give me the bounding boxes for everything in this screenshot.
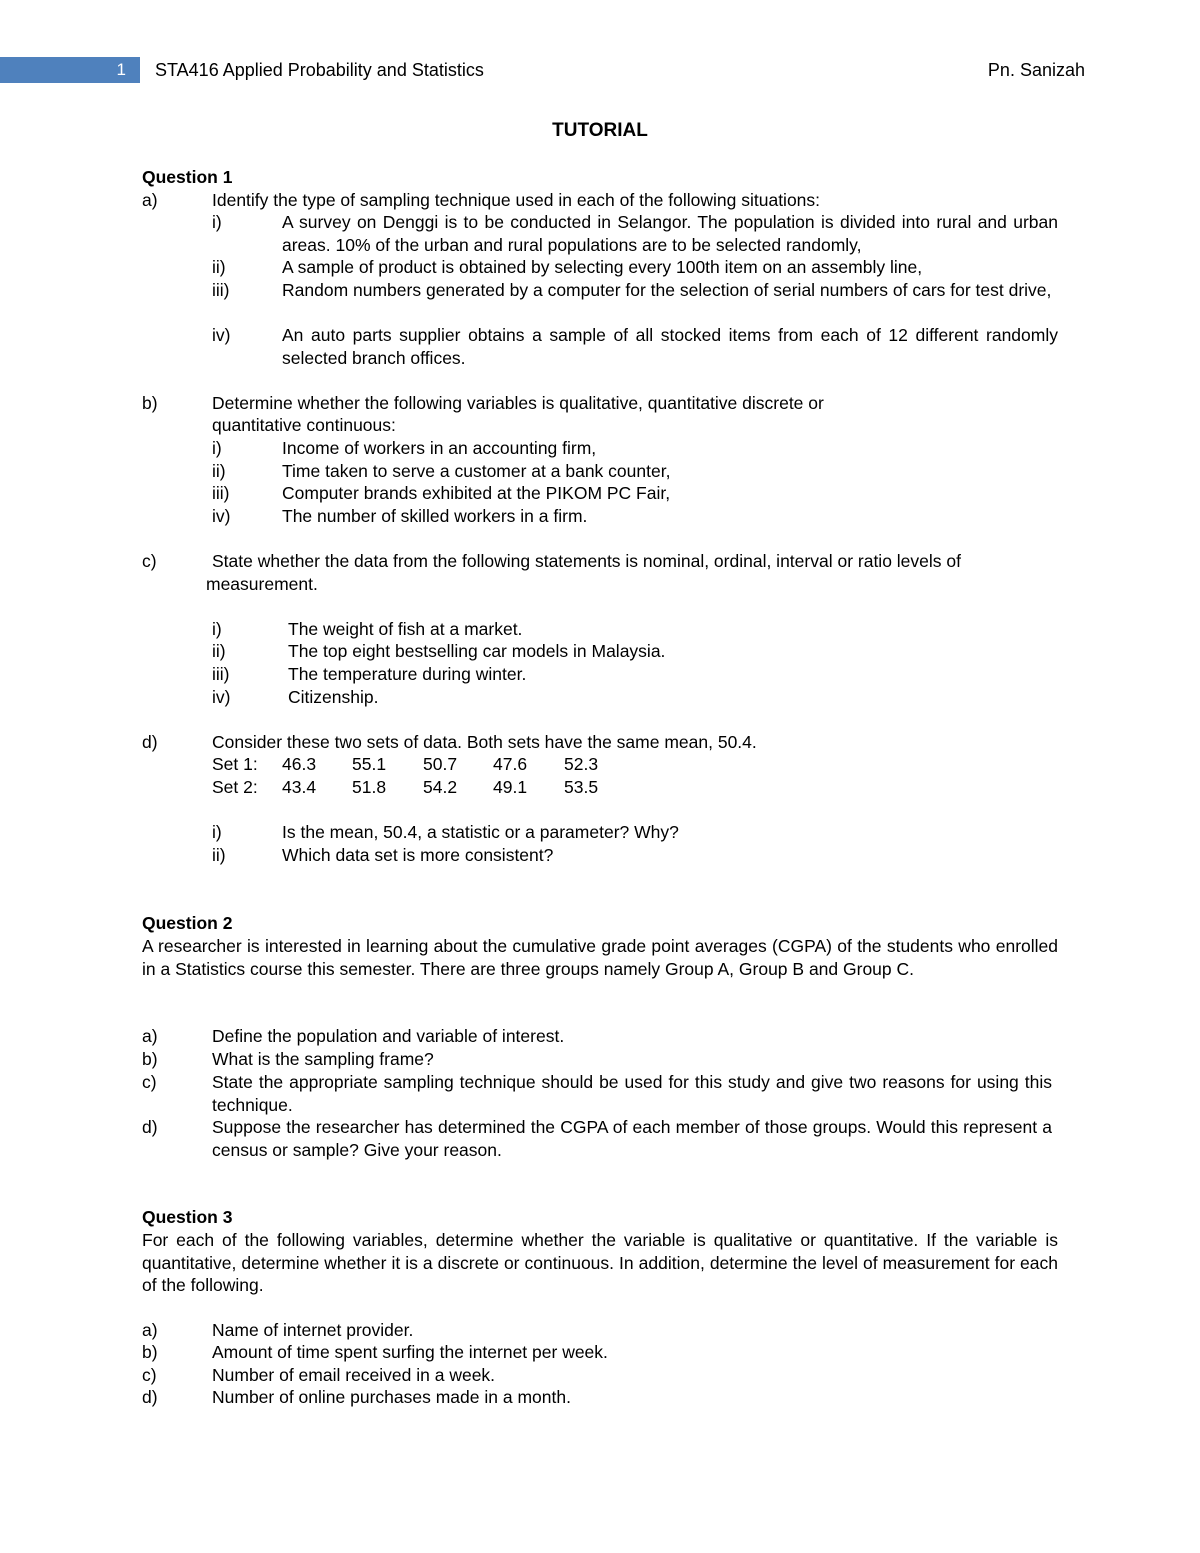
q1b-item-num: iv) bbox=[212, 506, 231, 526]
set1-value: 47.6 bbox=[493, 754, 528, 774]
page-number: 1 bbox=[0, 57, 140, 83]
q1d-item-text: Is the mean, 50.4, a statistic or a parameter? Why? bbox=[282, 822, 679, 842]
q1b-label: b) bbox=[142, 393, 158, 413]
q1b-item-text: Income of workers in an accounting firm, bbox=[282, 438, 597, 458]
q1c-label: c) bbox=[142, 551, 157, 571]
q3-item-label: a) bbox=[142, 1320, 158, 1340]
set2-value: 49.1 bbox=[493, 777, 528, 797]
q3-item-label: c) bbox=[142, 1365, 157, 1385]
q1a-item-num: iii) bbox=[212, 280, 230, 300]
document-title: TUTORIAL bbox=[552, 120, 648, 141]
q2-heading: Question 2 bbox=[142, 913, 233, 933]
q1c-item-text: The weight of fish at a market. bbox=[288, 619, 523, 639]
q2-item-label: b) bbox=[142, 1049, 158, 1069]
q3-item-text: Amount of time spent surfing the internet per week. bbox=[212, 1342, 608, 1362]
q1b-item-text: Computer brands exhibited at the PIKOM PC Fair, bbox=[282, 483, 671, 503]
q3-heading: Question 3 bbox=[142, 1207, 233, 1227]
q1a-item-num: ii) bbox=[212, 257, 226, 277]
q1c-item-num: iv) bbox=[212, 687, 231, 707]
q2-item-label: a) bbox=[142, 1026, 158, 1046]
q1a-label: a) bbox=[142, 190, 158, 210]
q2-item-text: State the appropriate sampling technique should be used for this study and give two reasons for using this technique. bbox=[212, 1072, 1052, 1115]
q1c-item-text: The top eight bestselling car models in Malaysia. bbox=[288, 641, 666, 661]
q1b-item-num: i) bbox=[212, 438, 222, 458]
q1b-text-line2: quantitative continuous: bbox=[212, 415, 396, 435]
q3-item-label: d) bbox=[142, 1387, 158, 1407]
q1b-item-text: Time taken to serve a customer at a bank counter, bbox=[282, 461, 671, 481]
q2-item-text: Define the population and variable of interest. bbox=[212, 1026, 565, 1046]
q2-item-text: What is the sampling frame? bbox=[212, 1049, 434, 1069]
set2-value: 43.4 bbox=[282, 777, 317, 797]
set1-value: 50.7 bbox=[423, 754, 458, 774]
q1b-item-num: ii) bbox=[212, 461, 226, 481]
set1-value: 55.1 bbox=[352, 754, 387, 774]
q1b-item-num: iii) bbox=[212, 483, 230, 503]
q2-intro: A researcher is interested in learning about the cumulative grade point averages (CGPA) of the students who enrolled in a Statistics course this semester. There are three groups namely Group A, Group B and Group C. bbox=[142, 936, 1058, 979]
q1c-item-text: The temperature during winter. bbox=[288, 664, 527, 684]
set2-value: 51.8 bbox=[352, 777, 387, 797]
set1-value: 52.3 bbox=[564, 754, 599, 774]
q1b-item-text: The number of skilled workers in a firm. bbox=[282, 506, 588, 526]
q1c-text-line2: measurement. bbox=[206, 574, 318, 594]
set1-value: 46.3 bbox=[282, 754, 317, 774]
q1d-item-num: i) bbox=[212, 822, 222, 842]
q1a-item-num: iv) bbox=[212, 325, 231, 345]
q3-intro: For each of the following variables, determine whether the variable is qualitative or quantitative. If the variable is quantitative, determine whether it is a discrete or continuous. In addition, determine the level of measurement for each of the following. bbox=[142, 1230, 1058, 1296]
q1d-label: d) bbox=[142, 732, 158, 752]
q1d-item-num: ii) bbox=[212, 845, 226, 865]
q1c-item-num: i) bbox=[212, 619, 222, 639]
set2-value: 53.5 bbox=[564, 777, 599, 797]
q1-heading: Question 1 bbox=[142, 167, 233, 187]
q1c-item-num: iii) bbox=[212, 664, 230, 684]
q3-item-text: Number of online purchases made in a month. bbox=[212, 1387, 571, 1407]
q1c-text-line1: State whether the data from the following statements is nominal, ordinal, interval or ratio levels of bbox=[212, 551, 961, 571]
set2-label: Set 2: bbox=[212, 777, 258, 797]
q1d-text: Consider these two sets of data. Both sets have the same mean, 50.4. bbox=[212, 732, 757, 752]
q1a-text: Identify the type of sampling technique used in each of the following situations: bbox=[212, 190, 821, 210]
q1a-item-text: A sample of product is obtained by selecting every 100th item on an assembly line, bbox=[282, 257, 923, 277]
course-title: STA416 Applied Probability and Statistics bbox=[155, 60, 484, 80]
q2-item-text: Suppose the researcher has determined the CGPA of each member of those groups. Would this represent a census or sample? Give your reason. bbox=[212, 1117, 1052, 1160]
q2-item-label: d) bbox=[142, 1117, 158, 1137]
q1b-text-line1: Determine whether the following variables is qualitative, quantitative discrete or bbox=[212, 393, 824, 413]
q1a-item-text: A survey on Denggi is to be conducted in Selangor. The population is divided into rural and urban areas. 10% of the urban and rural populations are to be selected randomly, bbox=[282, 212, 1058, 255]
set2-value: 54.2 bbox=[423, 777, 458, 797]
q2-item-label: c) bbox=[142, 1072, 157, 1092]
q1a-item-num: i) bbox=[212, 212, 222, 232]
q1a-item-text: Random numbers generated by a computer for the selection of serial numbers of cars for test drive, bbox=[282, 280, 1052, 300]
q1c-item-text: Citizenship. bbox=[288, 687, 379, 707]
author: Pn. Sanizah bbox=[987, 60, 1085, 80]
q1c-item-num: ii) bbox=[212, 641, 226, 661]
q3-item-text: Number of email received in a week. bbox=[212, 1365, 496, 1385]
q1d-item-text: Which data set is more consistent? bbox=[282, 845, 554, 865]
q1a-item-text: An auto parts supplier obtains a sample of all stocked items from each of 12 different randomly selected branch offices. bbox=[282, 325, 1058, 368]
set1-label: Set 1: bbox=[212, 754, 258, 774]
q3-item-label: b) bbox=[142, 1342, 158, 1362]
q3-item-text: Name of internet provider. bbox=[212, 1320, 414, 1340]
